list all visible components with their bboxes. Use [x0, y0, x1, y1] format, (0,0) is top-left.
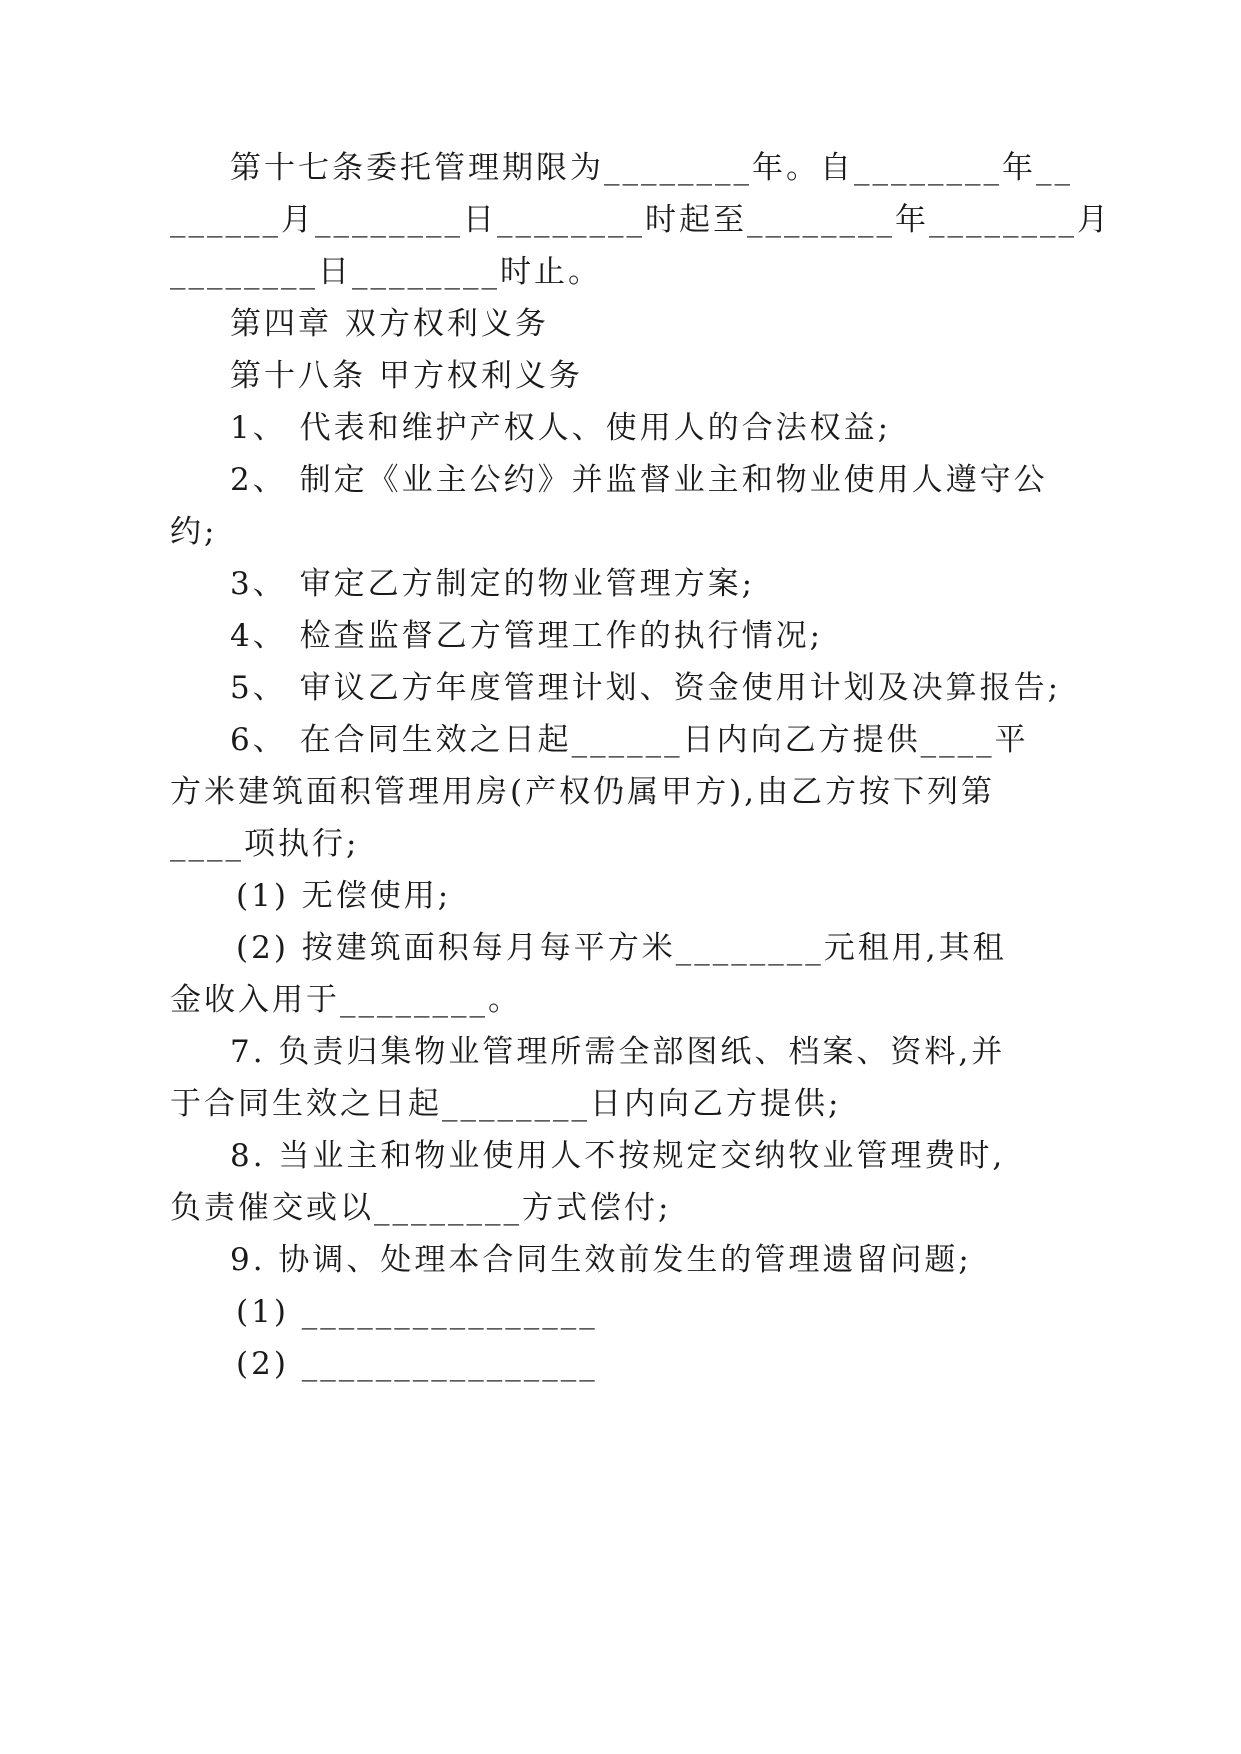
item-8-line-1: 8. 当业主和物业使用人不按规定交纳牧业管理费时,: [230, 1138, 1006, 1174]
item-6-option-2-line-2: 金收入用于________。: [170, 982, 522, 1018]
item-6-line-3: ____项执行;: [170, 826, 360, 862]
item-6-option-2-line-1: (2) 按建筑面积每月每平方米________元租用,其租: [236, 930, 1007, 966]
item-3: 3、 审定乙方制定的物业管理方案;: [230, 566, 756, 602]
clause-17-line-2: ______月________日________时起至________年________月: [170, 202, 1111, 238]
item-8-line-2: 负责催交或以________方式偿付;: [170, 1190, 672, 1226]
item-6-line-1: 6、 在合同生效之日起______日内向乙方提供____平: [230, 722, 1029, 758]
item-4: 4、 检查监督乙方管理工作的执行情况;: [230, 618, 824, 654]
item-1: 1、 代表和维护产权人、使用人的合法权益;: [230, 410, 892, 446]
clause-17-line-1: 第十七条委托管理期限为________年。自________年__: [230, 150, 1073, 186]
item-2-line-1: 2、 制定《业主公约》并监督业主和物业使用人遵守公: [230, 462, 1048, 498]
item-7-line-1: 7. 负责归集物业管理所需全部图纸、档案、资料,并: [230, 1034, 1006, 1070]
clause-18-heading: 第十八条 甲方权利义务: [230, 358, 583, 394]
item-6-line-2: 方米建筑面积管理用房(产权仍属甲方),由乙方按下列第: [170, 774, 996, 810]
item-6-option-1: (1) 无偿使用;: [236, 878, 452, 914]
item-5: 5、 审议乙方年度管理计划、资金使用计划及决算报告;: [230, 670, 1062, 706]
item-9-sub-2: (2) ________________: [236, 1346, 598, 1382]
item-7-line-2: 于合同生效之日起________日内向乙方提供;: [170, 1086, 842, 1122]
item-2-line-2: 约;: [170, 514, 218, 550]
clause-17-line-3: ________日________时止。: [170, 254, 602, 290]
item-9: 9. 协调、处理本合同生效前发生的管理遗留问题;: [230, 1242, 972, 1278]
chapter-4-heading: 第四章 双方权利义务: [230, 306, 549, 342]
item-9-sub-1: (1) ________________: [236, 1294, 598, 1330]
